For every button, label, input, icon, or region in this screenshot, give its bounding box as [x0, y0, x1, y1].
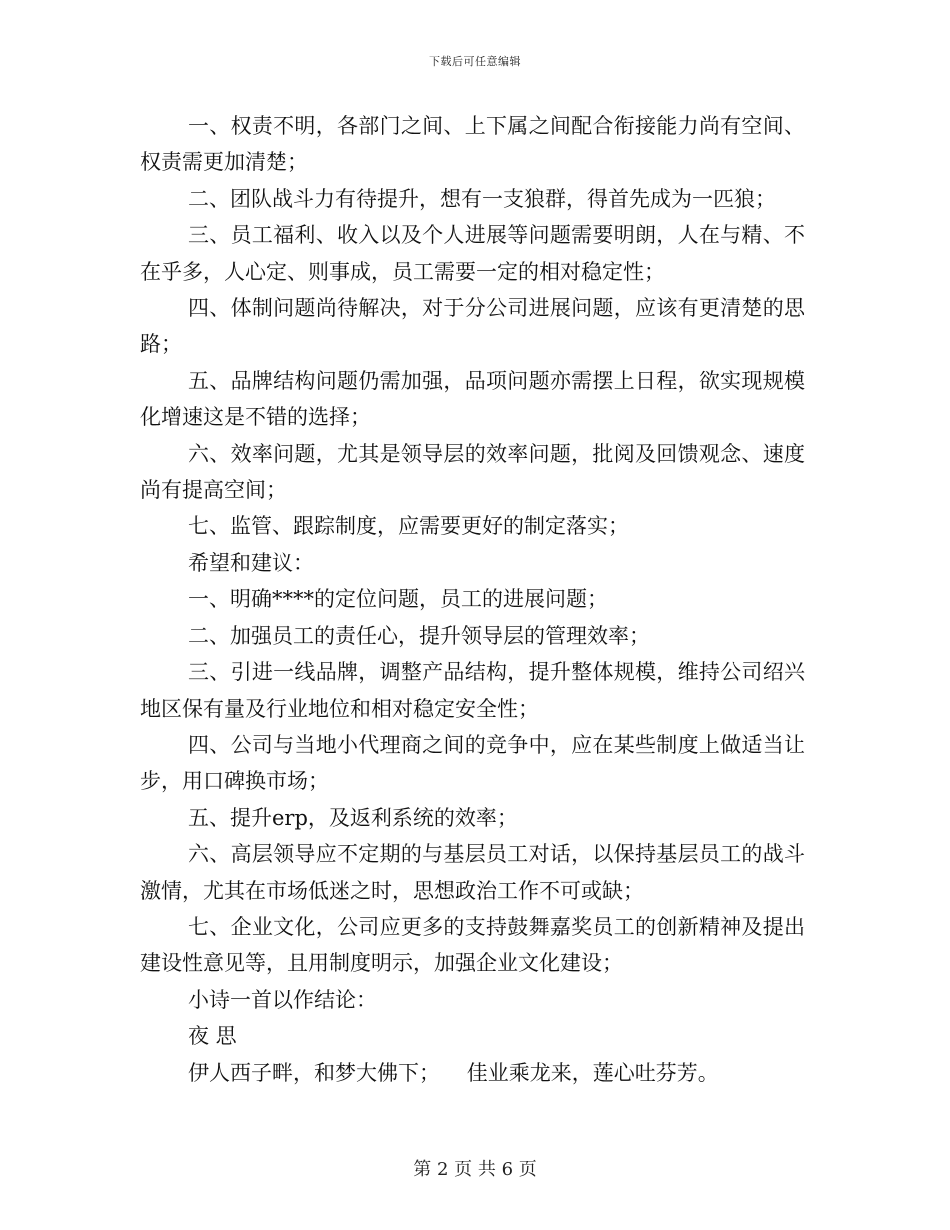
paragraph-suggestion-3: 三、引进一线品牌，调整产品结构，提升整体规模，维持公司绍兴地区保有量及行业地位和相对稳定安全性；	[140, 660, 805, 721]
page-header: 下载后可任意编辑	[429, 55, 521, 68]
paragraph-suggestion-4: 四、公司与当地小代理商之间的竞争中，应在某些制度上做适当让步，用口碑换市场；	[140, 732, 805, 794]
paragraph-suggestion-7: 七、企业文化，公司应更多的支持鼓舞嘉奖员工的创新精神及提出建设性意见等，且用制度明示，加强企业文化建设；	[140, 914, 805, 976]
paragraph-issue-2: 二、团队战斗力有待提升，想有一支狼群，得首先成为一匹狼；	[188, 186, 776, 211]
paragraph-suggestion-5: 五、提升erp，及返利系统的效率；	[188, 805, 518, 830]
paragraph-issue-3: 三、员工福利、收入以及个人进展等问题需要明朗，人在与精、不在乎多，人心定、则事成，员工需要一定的相对稳定性；	[140, 223, 805, 284]
poem-intro: 小诗一首以作结论：	[188, 987, 377, 1012]
paragraph-suggestion-2: 二、加强员工的责任心，提升领导层的管理效率；	[188, 623, 650, 648]
paragraph-issue-5: 五、品牌结构问题仍需加强，品项问题亦需摆上日程，欲实现规模化增速这是不错的选择；	[140, 368, 805, 430]
page-footer: 第 2 页 共 6 页	[413, 1159, 537, 1180]
paragraph-suggestion-6: 六、高层领导应不定期的与基层员工对话，以保持基层员工的战斗激情，尤其在市场低迷之时，思想政治工作不可或缺；	[140, 842, 805, 903]
poem-title: 夜 思	[188, 1024, 237, 1049]
section-heading-suggestions: 希望和建议：	[188, 550, 314, 575]
paragraph-issue-1: 一、权责不明，各部门之间、上下属之间配合衔接能力尚有空间、权责需更加清楚；	[140, 114, 805, 175]
paragraph-issue-6: 六、效率问题，尤其是领导层的效率问题，批阅及回馈观念、速度尚有提高空间；	[140, 441, 805, 503]
paragraph-suggestion-1: 一、明确****的定位问题，员工的进展问题；	[188, 587, 608, 612]
paragraph-issue-7: 七、监管、跟踪制度，应需要更好的制定落实；	[188, 514, 629, 539]
paragraph-issue-4: 四、体制问题尚待解决，对于分公司进展问题，应该有更清楚的思路；	[140, 296, 805, 357]
poem-lines: 伊人西子畔，和梦大佛下； 佳业乘龙来，莲心吐芬芳。	[188, 1060, 719, 1085]
document-body	[140, 108, 805, 1091]
